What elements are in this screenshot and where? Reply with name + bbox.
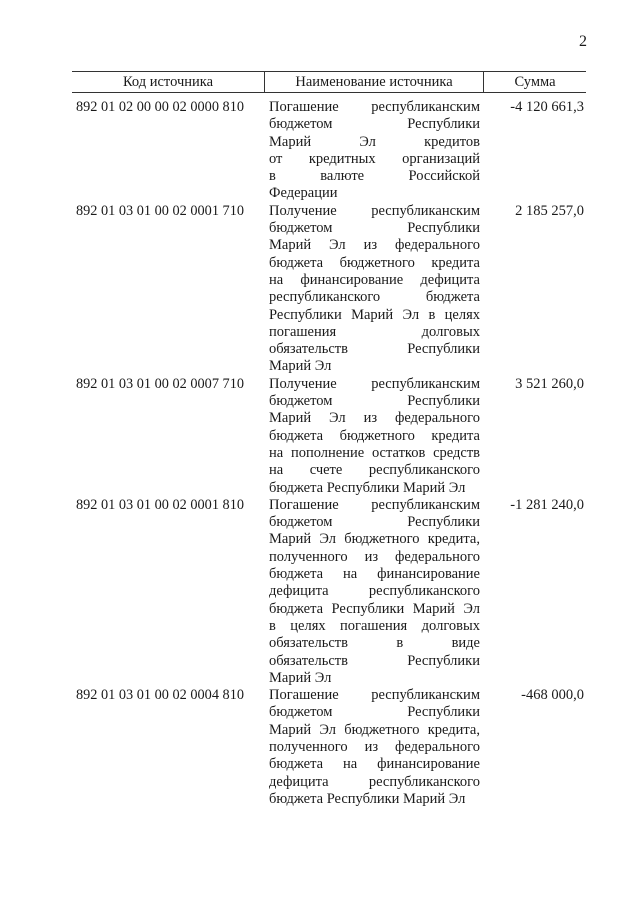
source-name-line: на финансирование дефицита bbox=[269, 271, 480, 288]
source-name-line: бюджетом Республики bbox=[269, 393, 480, 410]
source-name-line: бюджетом Республики bbox=[269, 704, 480, 721]
source-name-line: Погашение республиканским bbox=[269, 687, 480, 704]
source-sum: 3 521 260,0 bbox=[515, 375, 584, 392]
source-name-line: бюджета Республики Марий Эл bbox=[269, 790, 466, 807]
source-name-line: республиканского бюджета bbox=[269, 289, 480, 306]
source-name-line: на счете республиканского bbox=[269, 462, 480, 479]
source-name-line: в валюте Российской bbox=[269, 168, 480, 185]
header-sum: Сумма bbox=[514, 74, 556, 90]
source-name-line: Получение республиканским bbox=[269, 375, 480, 392]
source-name-line: бюджета бюджетного кредита bbox=[269, 427, 480, 444]
source-sum: -468 000,0 bbox=[521, 687, 584, 704]
source-code: 892 01 03 01 00 02 0001 710 bbox=[76, 202, 244, 219]
page-number: 2 bbox=[579, 33, 587, 50]
source-name-line: Марий Эл бюджетного кредита, bbox=[269, 721, 480, 738]
source-name-line: дефицита республиканского bbox=[269, 773, 480, 790]
source-name-line: полученного из федерального bbox=[269, 738, 480, 755]
source-name-line: погашения долговых bbox=[269, 323, 480, 340]
source-name-line: Марий Эл кредитов bbox=[269, 133, 480, 150]
source-name-line: Федерации bbox=[269, 185, 338, 202]
source-name-line: Марий Эл bbox=[269, 669, 332, 686]
source-name-line: бюджетом Республики bbox=[269, 514, 480, 531]
source-name-line: Получение республиканским bbox=[269, 202, 480, 219]
source-code: 892 01 03 01 00 02 0007 710 bbox=[76, 375, 244, 392]
source-name-line: Марий Эл bbox=[269, 358, 332, 375]
source-name-line: от кредитных организаций bbox=[269, 150, 480, 167]
source-sum: -4 120 661,3 bbox=[510, 99, 584, 115]
source-name-line: бюджетом Республики bbox=[269, 116, 480, 133]
source-name-line: обязательств в виде bbox=[269, 635, 480, 652]
table-row bbox=[72, 99, 586, 203]
source-name-line: Погашение республиканским bbox=[269, 496, 480, 513]
source-name-line: Марий Эл из федерального bbox=[269, 410, 480, 427]
source-name-line: в целях погашения долговых bbox=[269, 617, 480, 634]
source-name-line: бюджетом Республики bbox=[269, 220, 480, 237]
source-name bbox=[265, 376, 484, 497]
source-name-line: дефицита республиканского bbox=[269, 583, 480, 600]
source-name-line: обязательств Республики bbox=[269, 652, 480, 669]
header-code: Код источника bbox=[72, 72, 265, 92]
source-sum: 2 185 257,0 bbox=[515, 202, 584, 219]
source-name-line: бюджета Республики Марий Эл bbox=[269, 479, 466, 496]
source-name-line: бюджета на финансирование bbox=[269, 756, 480, 773]
source-code: 892 01 03 01 00 02 0001 810 bbox=[76, 496, 244, 513]
table-header bbox=[72, 71, 586, 93]
source-name-line: Марий Эл из федерального bbox=[269, 237, 480, 254]
source-name-line: на пополнение остатков средств bbox=[269, 444, 480, 461]
source-name bbox=[265, 203, 484, 376]
source-name bbox=[265, 497, 484, 687]
source-name bbox=[265, 687, 484, 808]
sources-table bbox=[72, 71, 586, 808]
source-name-line: Республики Марий Эл в целях bbox=[269, 306, 480, 323]
source-name bbox=[265, 99, 484, 203]
source-name-line: бюджета на финансирование bbox=[269, 566, 480, 583]
table-row bbox=[72, 203, 586, 376]
table-body bbox=[72, 99, 586, 808]
source-code: 892 01 03 01 00 02 0004 810 bbox=[76, 687, 244, 704]
source-name-line: обязательств Республики bbox=[269, 341, 480, 358]
table-row bbox=[72, 497, 586, 687]
source-name-line: Погашение республиканским bbox=[269, 99, 480, 115]
table-row bbox=[72, 687, 586, 808]
source-name-line: бюджета бюджетного кредита bbox=[269, 254, 480, 271]
table-row bbox=[72, 376, 586, 497]
source-name-line: бюджета Республики Марий Эл bbox=[269, 600, 480, 617]
header-name: Наименование источника bbox=[265, 72, 484, 92]
source-name-line: полученного из федерального bbox=[269, 548, 480, 565]
source-code: 892 01 02 00 00 02 0000 810 bbox=[76, 99, 244, 115]
source-name-line: Марий Эл бюджетного кредита, bbox=[269, 531, 480, 548]
source-sum: -1 281 240,0 bbox=[510, 496, 584, 513]
